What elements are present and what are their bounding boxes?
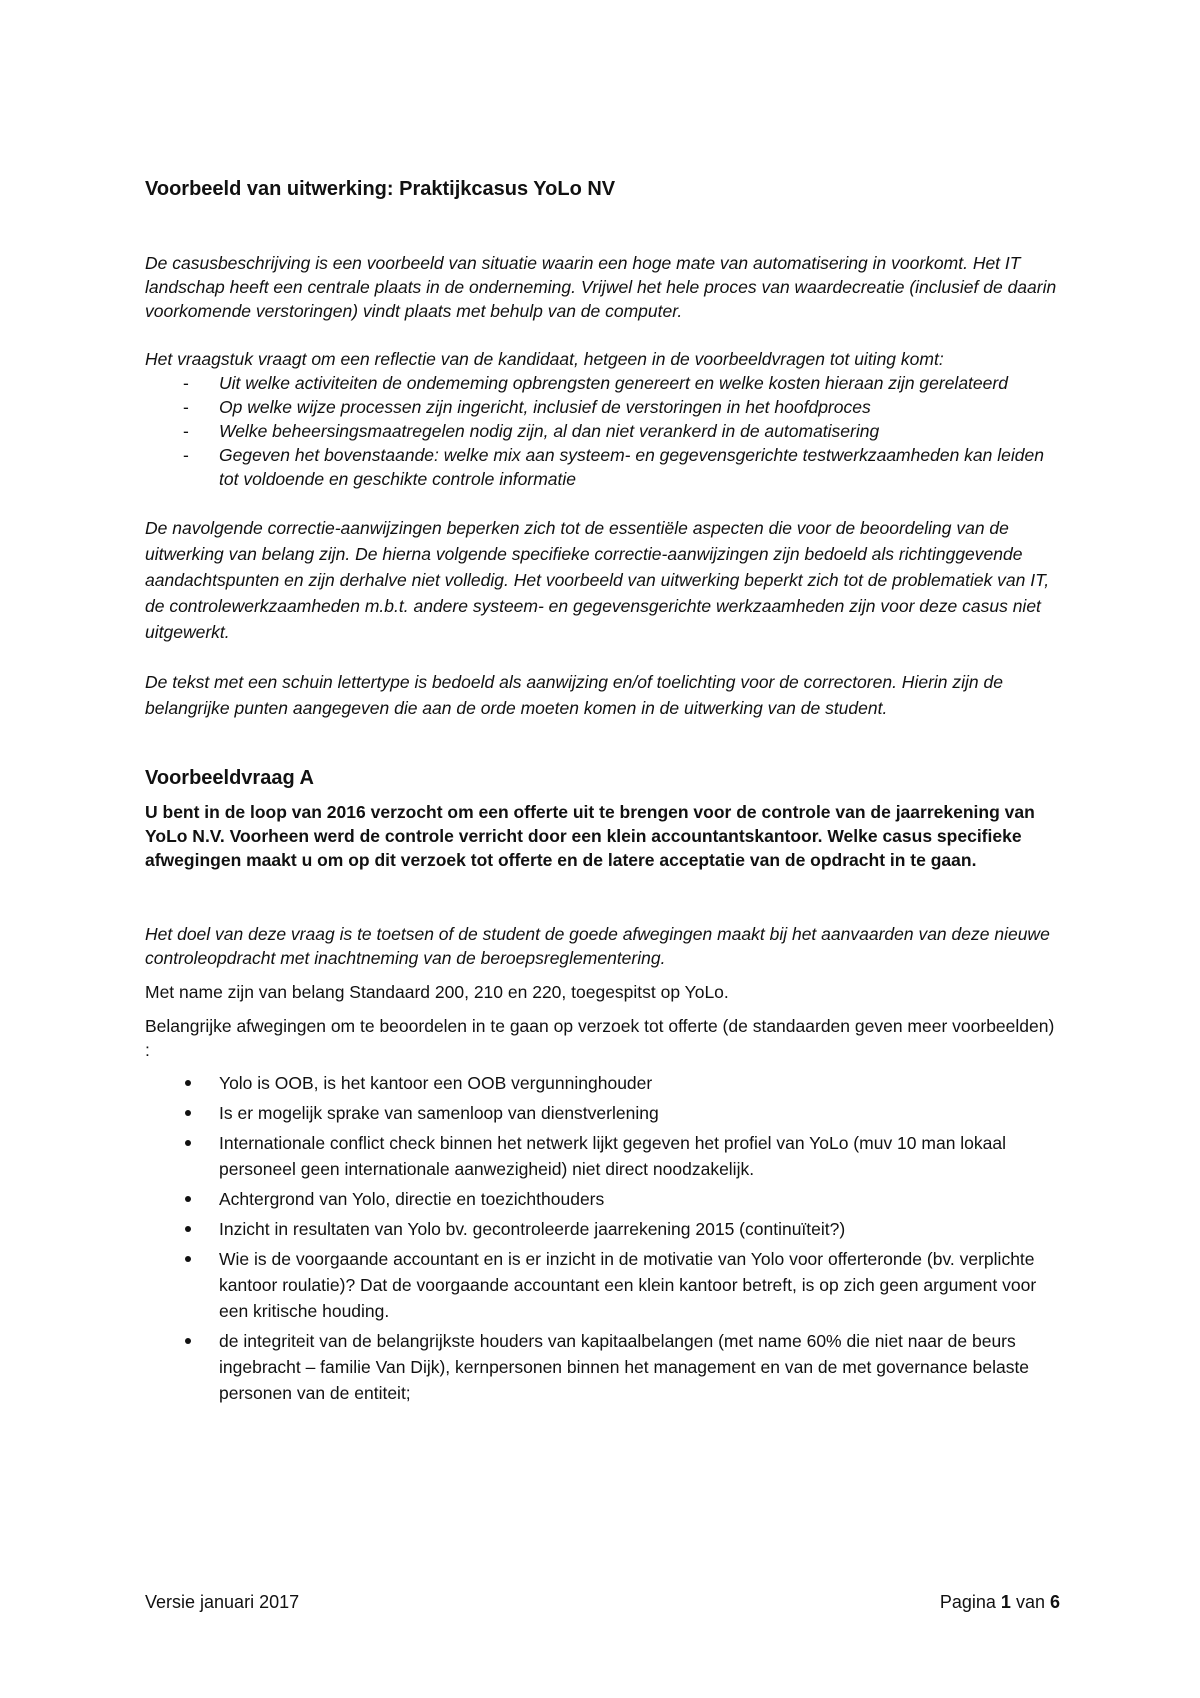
section-a-heading: Voorbeeldvraag A [145,767,314,789]
list-item: Achtergrond van Yolo, directie en toezichthouders [145,1186,1060,1212]
reflection-item: - Op welke wijze processen zijn ingericht, inclusief de verstoringen in het hoofdproces [183,397,871,417]
list-item: Inzicht in resultaten van Yolo bv. gecontroleerde jaarrekening 2015 (continuïteit?) [145,1216,1060,1242]
document-title: Voorbeeld van uitwerking: Praktijkcasus YoLo NV [145,178,616,200]
bullet-icon [185,1256,191,1262]
page-footer [145,1592,1060,1613]
intro-paragraph-1: De casusbeschrijving is een voorbeeld van situatie waarin een hoge mate van automatisering in voorkomt. Het IT landschap heeft een centrale plaats in de onderneming. Vrijwel het hele proces van waardecreatie (inclusief de daarin voorkomende verstoringen) vindt plaats met behulp van de computer. [145,253,1057,321]
current-page-number: 1 [1000,1592,1011,1612]
page-content [145,178,1060,1410]
bullet-icon [185,1196,191,1202]
list-item: Yolo is OOB, is het kantoor een OOB vergunninghouder [145,1070,1060,1096]
list-item: de integriteit van de belangrijkste houders van kapitaalbelangen (met name 60% die niet naar de beurs ingebracht – familie Van Dijk), kernpersonen binnen het management en van de met governance belaste personen van de entiteit; [145,1328,1060,1406]
version-label: Versie januari 2017 [145,1592,300,1612]
reflection-item: - Gegeven het bovenstaande: welke mix aan systeem- en gegevensgerichte testwerkzaamheden kan leiden tot voldoende en geschikte controle informatie [183,445,1044,489]
bullet-icon [185,1140,191,1146]
section-a-standards: Met name zijn van belang Standaard 200, 210 en 220, toegespitst op YoLo. [145,982,729,1002]
intro-paragraph-2: Het vraagstuk vraagt om een reflectie van de kandidaat, hetgeen in de voorbeeldvragen tot uiting komt: [145,349,944,369]
total-page-number: 6 [1049,1592,1060,1612]
bullet-icon [185,1226,191,1232]
bullet-icon [185,1338,191,1344]
page-number: Pagina 1 van 6 [939,1592,1060,1612]
bullet-icon [185,1110,191,1116]
considerations-list [145,1070,1060,1406]
reflection-item: - Uit welke activiteiten de ondememing opbrengsten genereert en welke kosten hieraan zijn gerelateerd [183,373,1008,393]
section-a-considerations-intro: Belangrijke afwegingen om te beoordelen in te gaan op verzoek tot offerte (de standaarden geven meer voorbeelden) : [145,1016,1055,1060]
list-item: Is er mogelijk sprake van samenloop van dienstverlening [145,1100,1060,1126]
reflection-list [145,371,1060,491]
reflection-item: - Welke beheersingsmaatregelen nodig zijn, al dan niet verankerd in de automatisering [183,421,880,441]
section-a-question: U bent in de loop van 2016 verzocht om een offerte uit te brengen voor de controle van de jaarrekening van YoLo N.V. Voorheen werd de controle verricht door een klein accountantskantoor. Welke casus specifieke afwegingen maakt u om op dit verzoek tot offerte en de latere acceptatie van de opdracht in te gaan. [145,802,1035,870]
list-item: Wie is de voorgaande accountant en is er inzicht in de motivatie van Yolo voor offerteronde (bv. verplichte kantoor roulatie)? Dat de voorgaande accountant een klein kantoor betreft, is op zich geen argument voor een kritische houding. [145,1246,1060,1324]
list-item: Internationale conflict check binnen het netwerk lijkt gegeven het profiel van YoLo (muv 10 man lokaal personeel geen internationale aanwezigheid) niet direct noodzakelijk. [145,1130,1060,1182]
correction-paragraph: De navolgende correctie-aanwijzingen beperken zich tot de essentiële aspecten die voor de beoordeling van de uitwerking van belang zijn. De hierna volgende specifieke correctie-aanwijzingen zijn bedoeld als richtinggevende aandachtspunten en zijn derhalve niet volledig. Het voorbeeld van uitwerking beperkt zich tot de problematiek van IT, de controlewerkzaamheden m.b.t. andere systeem- en gegevensgerichte werkzaamheden zijn voor deze casus niet uitgewerkt. [145,518,1050,642]
bullet-icon [185,1080,191,1086]
italic-note-paragraph: De tekst met een schuin lettertype is bedoeld als aanwijzing en/of toelichting voor de correctoren. Hierin zijn de belangrijke punten aangegeven die aan de orde moeten komen in de uitwerking van de student. [145,672,1003,718]
section-a-aim: Het doel van deze vraag is te toetsen of de student de goede afwegingen maakt bij het aanvaarden van deze nieuwe controleopdracht met inachtneming van de beroepsreglementering. [145,924,1050,968]
